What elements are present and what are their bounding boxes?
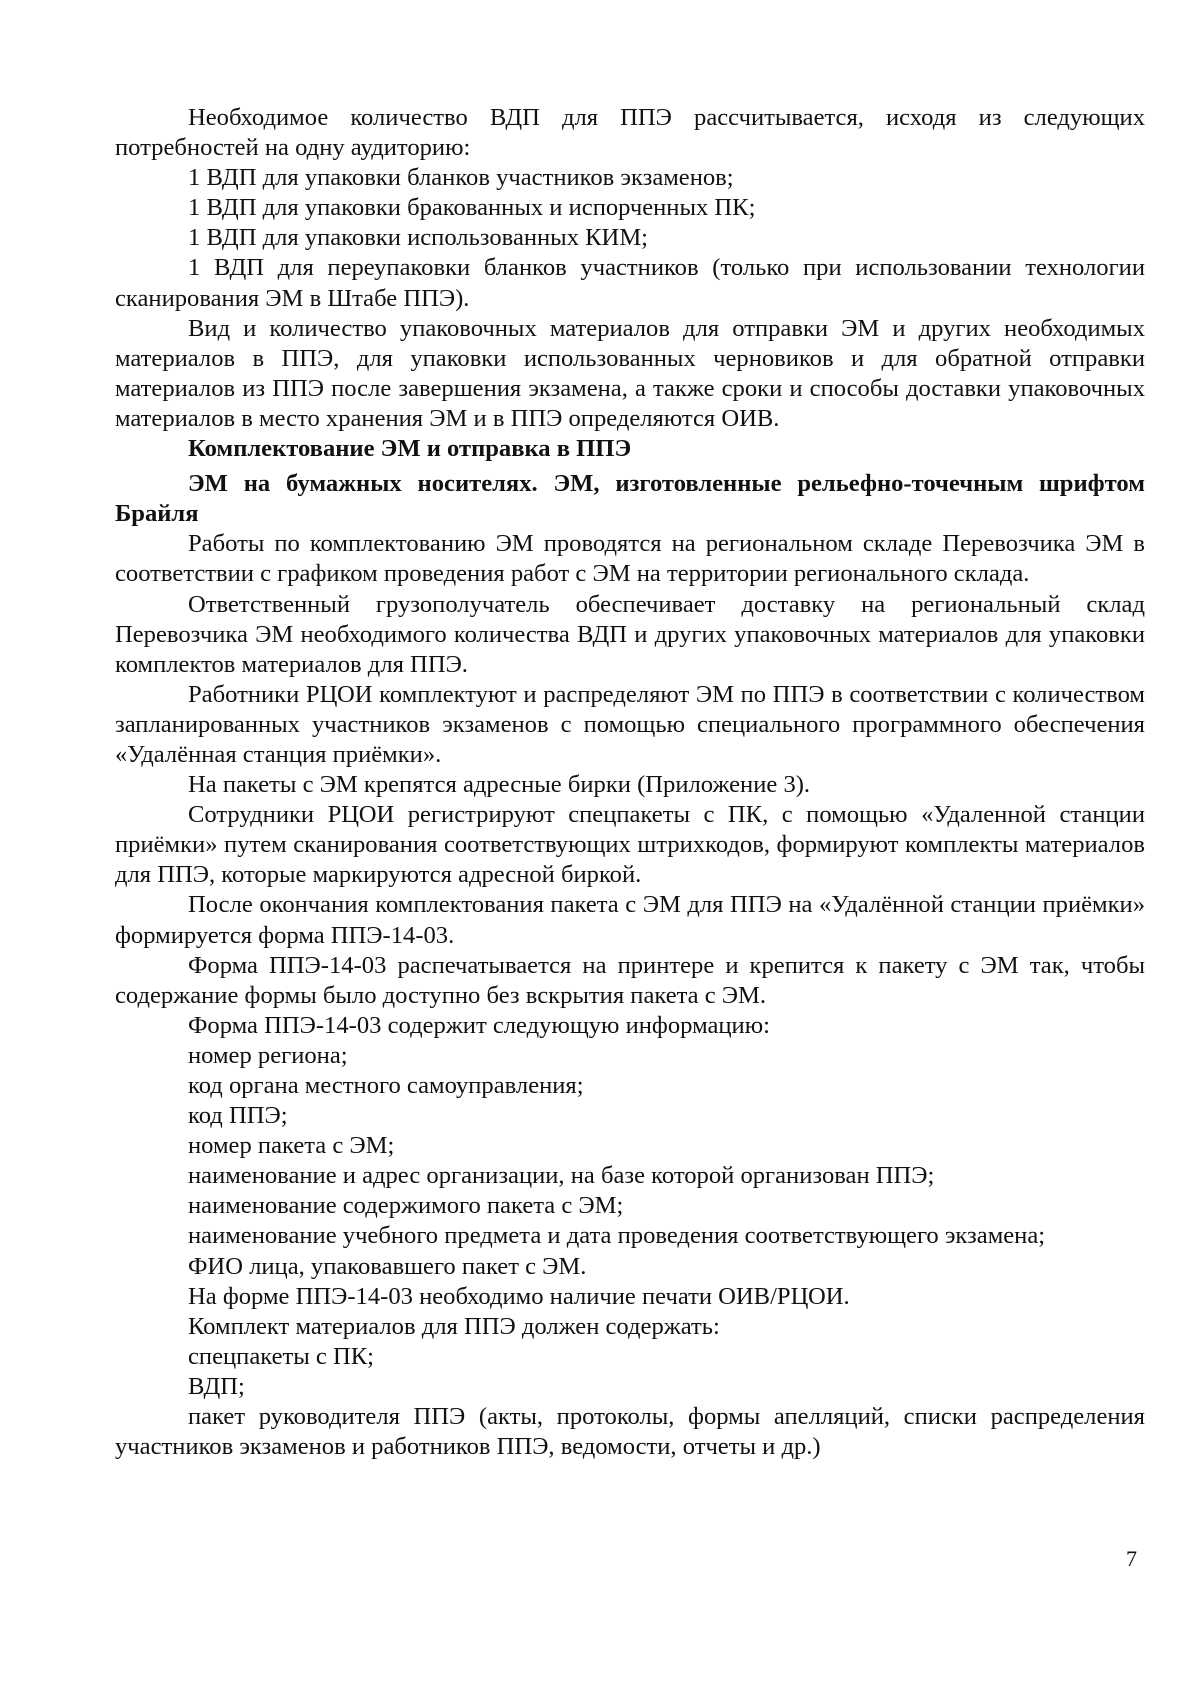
list-item: наименование содержимого пакета с ЭМ; xyxy=(188,1192,624,1220)
paragraph: Форма ППЭ-14-03 распечатывается на принтере и крепится к пакету с ЭМ так, чтобы содержание формы было доступно без вскрытия пакета с ЭМ. xyxy=(115,951,1145,1009)
subsection-heading: ЭМ на бумажных носителях. ЭМ, изготовленные рельефно-точечным шрифтом Брайля xyxy=(115,470,1145,528)
paragraph: Форма ППЭ-14-03 содержит следующую информацию: xyxy=(188,1011,770,1039)
list-item: 1 ВДП для переупаковки бланков участников (только при использовании технологии сканирования ЭМ в Штабе ППЭ). xyxy=(115,254,1145,312)
paragraph: Работы по комплектованию ЭМ проводятся на региональном складе Перевозчика ЭМ в соответствии с графиком проведения работ с ЭМ на территории регионального склада. xyxy=(115,530,1145,588)
list-item: ВДП; xyxy=(188,1372,245,1400)
page-number: 7 xyxy=(1126,1546,1137,1571)
list-item: пакет руководителя ППЭ (акты, протоколы, формы апелляций, списки распределения участников экзаменов и работников ППЭ, ведомости, отчеты и др.) xyxy=(115,1403,1145,1461)
paragraph: На форме ППЭ-14-03 необходимо наличие печати ОИВ/РЦОИ. xyxy=(188,1282,850,1310)
document-page xyxy=(115,103,1145,1462)
list-item: наименование учебного предмета и дата проведения соответствующего экзамена; xyxy=(188,1222,1046,1250)
paragraph: Комплект материалов для ППЭ должен содержать: xyxy=(188,1312,720,1340)
list-item: номер региона; xyxy=(188,1041,348,1069)
paragraph-packaging: Вид и количество упаковочных материалов для отправки ЭМ и других необходимых материалов в ППЭ, для упаковки использованных черновиков и для обратной отправки материалов из ППЭ после завершения экзамена, а также сроки и способы доставки упаковочных материалов в место хранения ЭМ и в ППЭ определяются ОИВ. xyxy=(115,314,1145,432)
list-item: наименование и адрес организации, на базе которой организован ППЭ; xyxy=(188,1162,935,1190)
list-item: код органа местного самоуправления; xyxy=(188,1072,584,1099)
list-item: 1 ВДП для упаковки бракованных и испорченных ПК; xyxy=(188,194,756,222)
paragraph: Работники РЦОИ комплектуют и распределяют ЭМ по ППЭ в соответствии с количеством запланированных участников экзаменов с помощью специального программного обеспечения «Удалённая станция приёмки». xyxy=(115,680,1145,768)
paragraph-vdp-count: Необходимое количество ВДП для ППЭ рассчитывается, исходя из следующих потребностей на одну аудиторию: xyxy=(115,104,1145,162)
paragraph: Сотрудники РЦОИ регистрируют спецпакеты с ПК, с помощью «Удаленной станции приёмки» путем сканирования соответствующих штрихкодов, формируют комплекты материалов для ППЭ, которые маркируются адресной биркой. xyxy=(115,801,1145,889)
section-heading: Комплектование ЭМ и отправка в ППЭ xyxy=(188,435,632,463)
list-item: код ППЭ; xyxy=(188,1102,288,1130)
list-item: 1 ВДП для упаковки бланков участников экзаменов; xyxy=(188,164,734,192)
paragraph: На пакеты с ЭМ крепятся адресные бирки (Приложение 3). xyxy=(188,771,811,799)
list-item: 1 ВДП для упаковки использованных КИМ; xyxy=(188,224,649,252)
list-item: номер пакета с ЭМ; xyxy=(188,1132,395,1160)
paragraph: Ответственный грузополучатель обеспечивает доставку на региональный склад Перевозчика ЭМ необходимого количества ВДП и других упаковочных материалов для упаковки комплектов материалов для ППЭ. xyxy=(115,590,1145,678)
paragraph: После окончания комплектования пакета с ЭМ для ППЭ на «Удалённой станции приёмки» формируется форма ППЭ-14-03. xyxy=(115,891,1145,949)
list-item: ФИО лица, упаковавшего пакет с ЭМ. xyxy=(188,1252,587,1280)
list-item: спецпакеты с ПК; xyxy=(188,1342,374,1370)
